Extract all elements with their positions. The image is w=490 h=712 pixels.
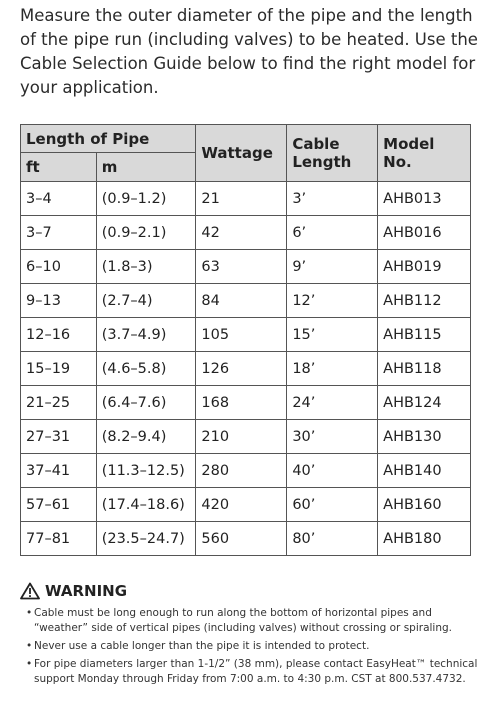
cell-model: AHB130 xyxy=(378,420,471,454)
cell-cable: 40’ xyxy=(287,454,378,488)
cell-model: AHB013 xyxy=(378,182,471,216)
table-row xyxy=(21,420,471,454)
cell-ft: 12–16 xyxy=(21,318,97,352)
length-of-pipe-header: Length of Pipe xyxy=(21,125,196,153)
cable-length-header-line1: Cable xyxy=(292,135,340,153)
table-row xyxy=(21,182,471,216)
table-row xyxy=(21,386,471,420)
cell-m: (0.9–2.1) xyxy=(96,216,196,250)
cell-m: (6.4–7.6) xyxy=(96,386,196,420)
cell-cable: 18’ xyxy=(287,352,378,386)
cell-wattage: 84 xyxy=(196,284,287,318)
warning-item: • Cable must be long enough to run along the bottom of horizontal pipes and “weather” side of vertical pipes (including valves) without crossing or spiraling. xyxy=(26,606,480,636)
cell-cable: 3’ xyxy=(287,182,378,216)
cell-ft: 9–13 xyxy=(21,284,97,318)
cell-m: (2.7–4) xyxy=(96,284,196,318)
cell-m: (23.5–24.7) xyxy=(96,522,196,556)
cell-cable: 80’ xyxy=(287,522,378,556)
cell-m: (4.6–5.8) xyxy=(96,352,196,386)
wattage-header: Wattage xyxy=(196,125,287,182)
warning-triangle-icon xyxy=(20,582,40,600)
table-row xyxy=(21,284,471,318)
cell-ft: 21–25 xyxy=(21,386,97,420)
cell-m: (8.2–9.4) xyxy=(96,420,196,454)
cell-cable: 24’ xyxy=(287,386,378,420)
cell-model: AHB180 xyxy=(378,522,471,556)
intro-paragraph: Measure the outer diameter of the pipe and the length of the pipe run (including valves) to be heated. Use the Cable Selection Guide below to find the right model for your application. xyxy=(20,6,478,97)
cell-model: AHB019 xyxy=(378,250,471,284)
cell-ft: 77–81 xyxy=(21,522,97,556)
cell-cable: 12’ xyxy=(287,284,378,318)
cell-m: (1.8–3) xyxy=(96,250,196,284)
cell-model: AHB124 xyxy=(378,386,471,420)
cell-m: (11.3–12.5) xyxy=(96,454,196,488)
cable-length-header xyxy=(287,125,378,182)
warning-item: • Never use a cable longer than the pipe it is intended to protect. xyxy=(26,639,480,654)
cell-model: AHB140 xyxy=(378,454,471,488)
cell-model: AHB115 xyxy=(378,318,471,352)
cell-m: (0.9–1.2) xyxy=(96,182,196,216)
cell-cable: 30’ xyxy=(287,420,378,454)
table-body xyxy=(21,182,471,556)
cable-length-header-line2: Length xyxy=(292,153,352,171)
table-row xyxy=(21,318,471,352)
table-row xyxy=(21,250,471,284)
cell-cable: 6’ xyxy=(287,216,378,250)
cell-cable: 60’ xyxy=(287,488,378,522)
cell-ft: 27–31 xyxy=(21,420,97,454)
cell-ft: 15–19 xyxy=(21,352,97,386)
cell-cable: 15’ xyxy=(287,318,378,352)
cell-model: AHB118 xyxy=(378,352,471,386)
cell-model: AHB112 xyxy=(378,284,471,318)
table-row xyxy=(21,522,471,556)
cell-ft: 37–41 xyxy=(21,454,97,488)
cell-ft: 6–10 xyxy=(21,250,97,284)
cell-wattage: 42 xyxy=(196,216,287,250)
warning-section xyxy=(20,582,480,690)
cell-cable: 9’ xyxy=(287,250,378,284)
ft-header: ft xyxy=(21,153,97,182)
cell-wattage: 105 xyxy=(196,318,287,352)
table-row xyxy=(21,488,471,522)
warning-title: WARNING xyxy=(45,582,128,600)
cell-model: AHB016 xyxy=(378,216,471,250)
table-row xyxy=(21,454,471,488)
warning-heading xyxy=(20,582,480,600)
cable-selection-table xyxy=(20,124,471,556)
m-header: m xyxy=(96,153,196,182)
cell-wattage: 280 xyxy=(196,454,287,488)
cell-wattage: 420 xyxy=(196,488,287,522)
cell-wattage: 126 xyxy=(196,352,287,386)
cell-wattage: 21 xyxy=(196,182,287,216)
cell-wattage: 210 xyxy=(196,420,287,454)
cell-wattage: 63 xyxy=(196,250,287,284)
cell-wattage: 560 xyxy=(196,522,287,556)
cell-model: AHB160 xyxy=(378,488,471,522)
cell-m: (17.4–18.6) xyxy=(96,488,196,522)
cell-ft: 3–4 xyxy=(21,182,97,216)
cell-ft: 3–7 xyxy=(21,216,97,250)
cell-ft: 57–61 xyxy=(21,488,97,522)
table-row xyxy=(21,216,471,250)
cell-m: (3.7–4.9) xyxy=(96,318,196,352)
cell-wattage: 168 xyxy=(196,386,287,420)
table-row xyxy=(21,352,471,386)
warning-item: • For pipe diameters larger than 1-1/2” (38 mm), please contact EasyHeat™ technical support Monday through Friday from 7:00 a.m. to 4:30 p.m. CST at 800.537.4732. xyxy=(26,657,480,687)
table-header xyxy=(21,125,471,182)
model-header: Model No. xyxy=(378,125,471,182)
warning-list xyxy=(20,606,480,687)
